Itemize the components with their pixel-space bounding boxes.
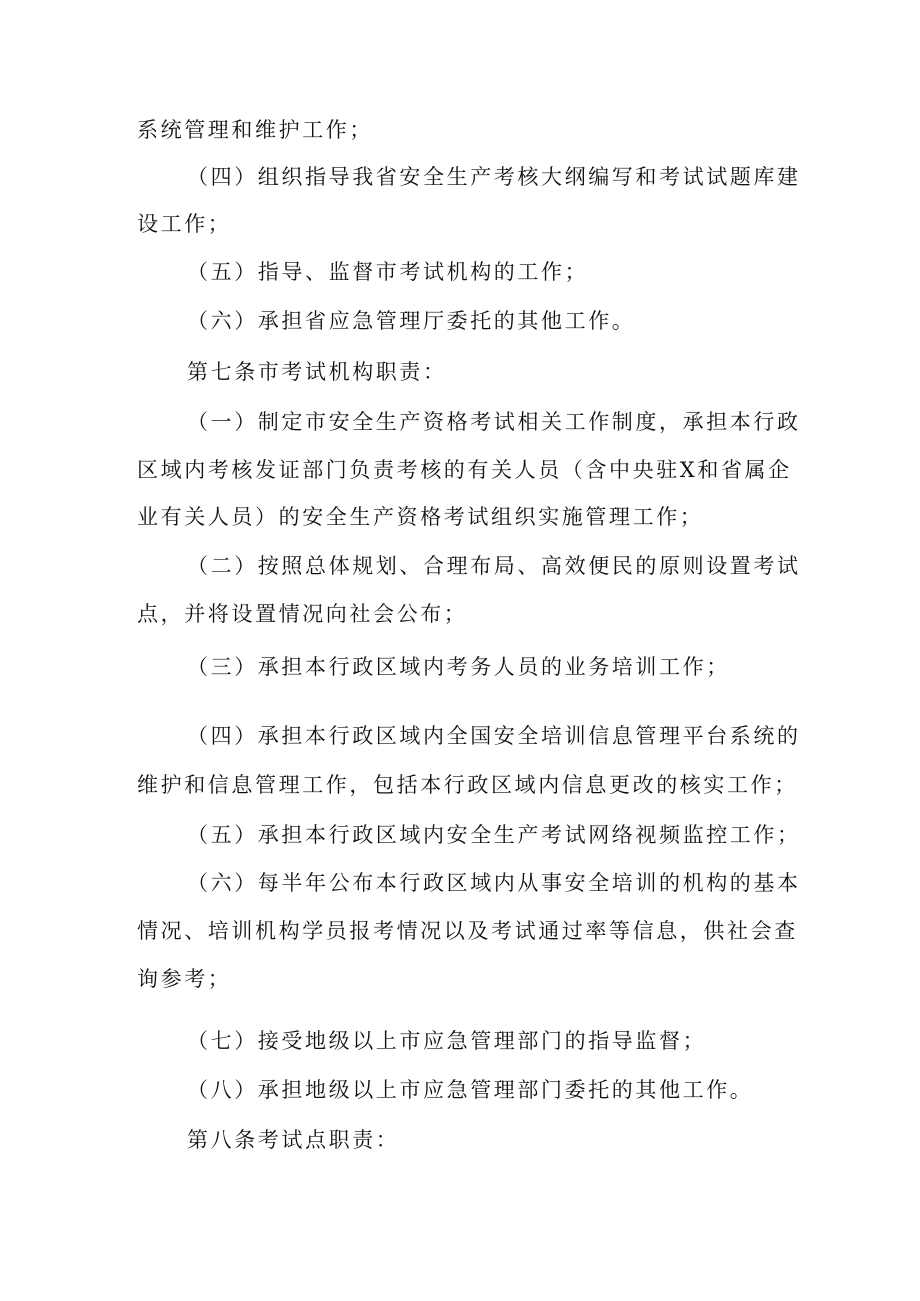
text-line: （三）承担本行政区域内考务人员的业务培训工作； [187, 655, 730, 679]
text-line: （七）接受地级以上市应急管理部门的指导监督； [187, 1029, 707, 1053]
text-line: （一）制定市安全生产资格考试相关工作制度，承担本行政 [187, 410, 801, 434]
text-line: 系统管理和维护工作； [137, 118, 373, 142]
text-line: 设工作； [137, 212, 232, 236]
text-line: 询参考； [137, 967, 232, 991]
text-line: （四）承担本行政区域内全国安全培训信息管理平台系统的 [187, 724, 801, 748]
text-line: 业有关人员）的安全生产资格考试组织实施管理工作； [137, 505, 704, 529]
text-line: （六）每半年公布本行政区域内从事安全培训的机构的基本 [187, 871, 801, 895]
text-line: （二）按照总体规划、合理布局、高效便民的原则设置考试 [187, 554, 801, 578]
text-line: 点，并将设置情况向社会公布； [137, 602, 468, 626]
text-line: 情况、培训机构学员报考情况以及考试通过率等信息，供社会查 [137, 919, 798, 943]
section-heading: 第八条考试点职责： [187, 1128, 400, 1152]
text-line: 维护和信息管理工作，包括本行政区域内信息更改的核实工作； [137, 773, 798, 797]
text-line: （五）指导、监督市考试机构的工作； [187, 260, 589, 284]
text-line: （八）承担地级以上市应急管理部门委托的其他工作。 [187, 1078, 754, 1102]
text-line: 区域内考核发证部门负责考核的有关人员（含中央驻X和省属企 [137, 458, 792, 482]
text-line: （六）承担省应急管理厅委托的其他工作。 [187, 309, 636, 333]
text-line: （四）组织指导我省安全生产考核大纲编写和考试试题库建 [187, 165, 801, 189]
section-heading: 第七条市考试机构职责： [187, 360, 447, 384]
text-line: （五）承担本行政区域内安全生产考试网络视频监控工作； [187, 823, 801, 847]
